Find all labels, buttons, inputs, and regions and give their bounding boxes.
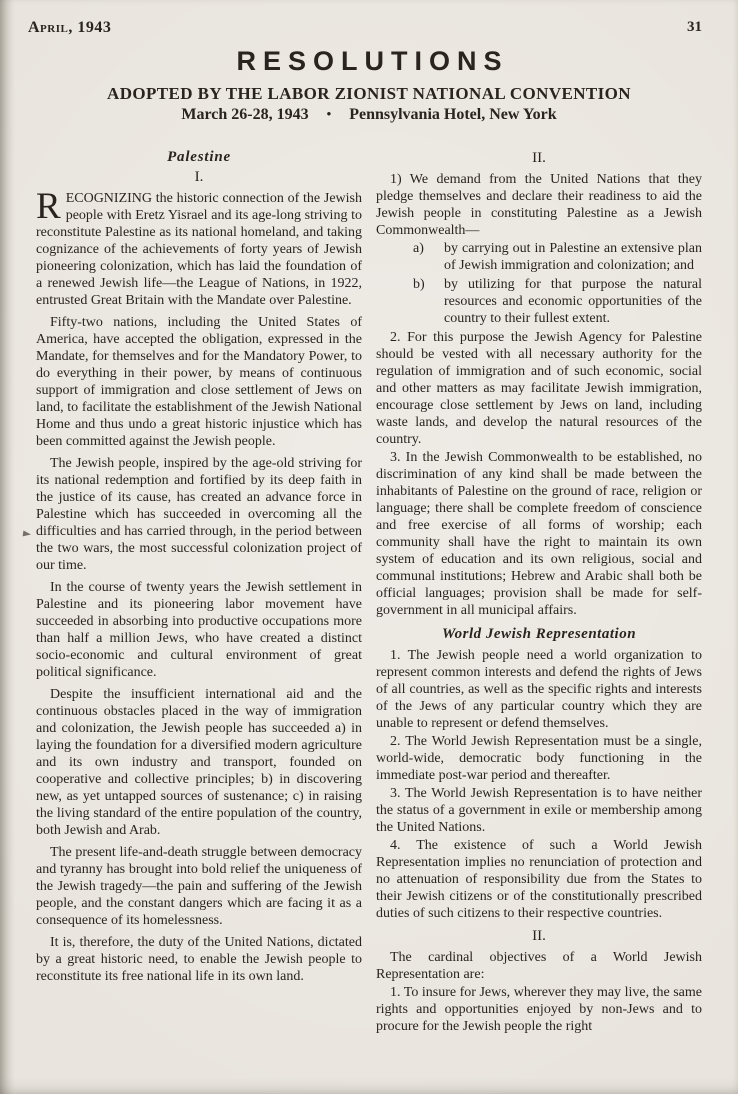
left-column xyxy=(36,149,362,1036)
paragraph: 2. The World Jewish Representation must be a single, world-wide, democratic body functioning in the immediate post-war period and thereafter. xyxy=(376,734,702,783)
paragraph: 3. The World Jewish Representation is to have neither the status of a government in exile or membership among the United Nations. xyxy=(376,786,702,835)
list-item-label: a) xyxy=(413,241,424,256)
paragraph-recognizing xyxy=(36,186,362,309)
list-item-text: by utilizing for that purpose the natural resources and economic opportunities of the country to their fullest extent. xyxy=(444,277,702,326)
two-column-body xyxy=(0,124,738,1036)
paragraph: 1. The Jewish people need a world organization to represent common interests and defend the rights of Jews of all countries, as well as the specific rights and interests of the Jews of any particular country which they are unable to represent or defend themselves. xyxy=(376,648,702,731)
paragraph: 3. In the Jewish Commonwealth to be established, no discrimination of any kind shall be made between the inhabitants of Palestine on the ground of race, religion or language; there shall be complete freedom of conscience and free exercise of all forms of worship; each community shall have the right to maintain its own system of education and its own religious, social and communal institutions; Hebrew and Arabic shall both be official languages; provision shall be made for self-government in all municipal affairs. xyxy=(376,450,702,618)
list-item-text: by carrying out in Palestine an extensive plan of Jewish immigration and colonization; and xyxy=(444,241,702,273)
drop-cap: R xyxy=(36,186,61,227)
paragraph: It is, therefore, the duty of the United Nations, dictated by a great historic need, to enable the Jewish people to reconstitute its free national life in its own land. xyxy=(36,935,362,984)
numeral-heading-two: II. xyxy=(532,150,546,166)
paragraph: 1. To insure for Jews, wherever they may live, the same rights and opportunities enjoyed by non-Jews and to procure for the Jewish people the right xyxy=(376,985,702,1034)
margin-scan-mark xyxy=(23,530,32,537)
list-item-a xyxy=(413,240,702,274)
paragraph: 2. For this purpose the Jewish Agency for Palestine should be vested with all necessary authority for the regulation of immigration and of such economic, social and other matters as may facilitate Jewish immigration, encourage close settlement by Jews on land, including waste lands, and develop the natural resources of the country. xyxy=(376,330,702,447)
numeral-heading-one: I. xyxy=(194,169,204,185)
paragraph: Fifty-two nations, including the United States of America, have accepted the obligation, expressed in the Mandate, for themselves and for the Mandatory Power, to do everything in their power, by means of continuous support of immigration and close settlement of Jews on land, to facilitate the establishment of the Jewish National Home and thus undo a great historic injustice which has been committed against the Jewish people. xyxy=(36,315,362,449)
paragraph: In the course of twenty years the Jewish settlement in Palestine and its pioneering labor movement have succeeded in absorbing into productive occupations more than half a million Jews, who have created a distinct socio-economic and cultural environment of great political significance. xyxy=(36,580,362,680)
issue-date: April, 1943 xyxy=(28,19,112,36)
article-title: RESOLUTIONS xyxy=(236,46,509,76)
paragraph: The cardinal objectives of a World Jewish Representation are: xyxy=(376,950,702,982)
convention-venue: Pennsylvania Hotel, New York xyxy=(349,106,557,123)
convention-dateline xyxy=(0,106,738,124)
running-head xyxy=(0,0,738,37)
bullet-separator: • xyxy=(326,106,332,121)
paragraph-demand: 1) We demand from the United Nations that they pledge themselves and declare their readiness to aid the Jewish people in constituting Palestine as a Jewish Commonwealth— xyxy=(376,172,702,238)
paragraph: The present life-and-death struggle between democracy and tyranny has brought into bold relief the uniqueness of the Jewish tragedy—the pain and suffering of the Jewish people, and the constant dangers which are facing it as a consequence of its homelessness. xyxy=(36,845,362,928)
list-item-b xyxy=(413,276,702,327)
article-subtitle: ADOPTED BY THE LABOR ZIONIST NATIONAL CONVENTION xyxy=(107,84,631,103)
list-item-label: b) xyxy=(413,277,425,292)
page-number: 31 xyxy=(687,19,702,35)
paragraph-text: ECOGNIZING the historic connection of the Jewish people with Eretz Yisrael and its age-long striving to reconstitute Palestine as its national homeland, and taking cognizance of the achievements of forty years of Jewish pioneering colonization, which has laid the foundation of a renewed Jewish life—the League of Nations, in 1922, entrusted Great Britain with the Mandate over Palestine. xyxy=(36,191,362,308)
paragraph: Despite the insufficient international aid and the continuous obstacles placed in the way of immigration and colonization, the Jewish people has succeeded a) in laying the foundation for a diversified modern agriculture and its own industry and transport, founded on cooperative and collective principles; b) in discovering new, as yet untapped sources of sustenance; c) in raising the living standard of the entire population of the country, both Jewish and Arab. xyxy=(36,687,362,838)
section-heading-palestine: Palestine xyxy=(167,149,231,165)
paragraph: 4. The existence of such a World Jewish Representation implies no renunciation of protection and no attenuation of responsibility due from the States to their Jewish citizens or of the constitutionally prescribed duties of such citizens to their respective countries. xyxy=(376,838,702,921)
section-heading-world-jewish-representation: World Jewish Representation xyxy=(441,626,637,642)
numeral-heading-two-cardinal: II. xyxy=(532,928,546,944)
paragraph: The Jewish people, inspired by the age-old striving for its national redemption and fortified by its deep faith in the justice of its cause, has created an advance force in Palestine which has succeeded in overcoming all the difficulties and has carried through, in the period between the two wars, the most successful colonization project of our time. xyxy=(36,456,362,573)
convention-date: March 26-28, 1943 xyxy=(181,106,309,123)
right-column xyxy=(376,149,702,1036)
